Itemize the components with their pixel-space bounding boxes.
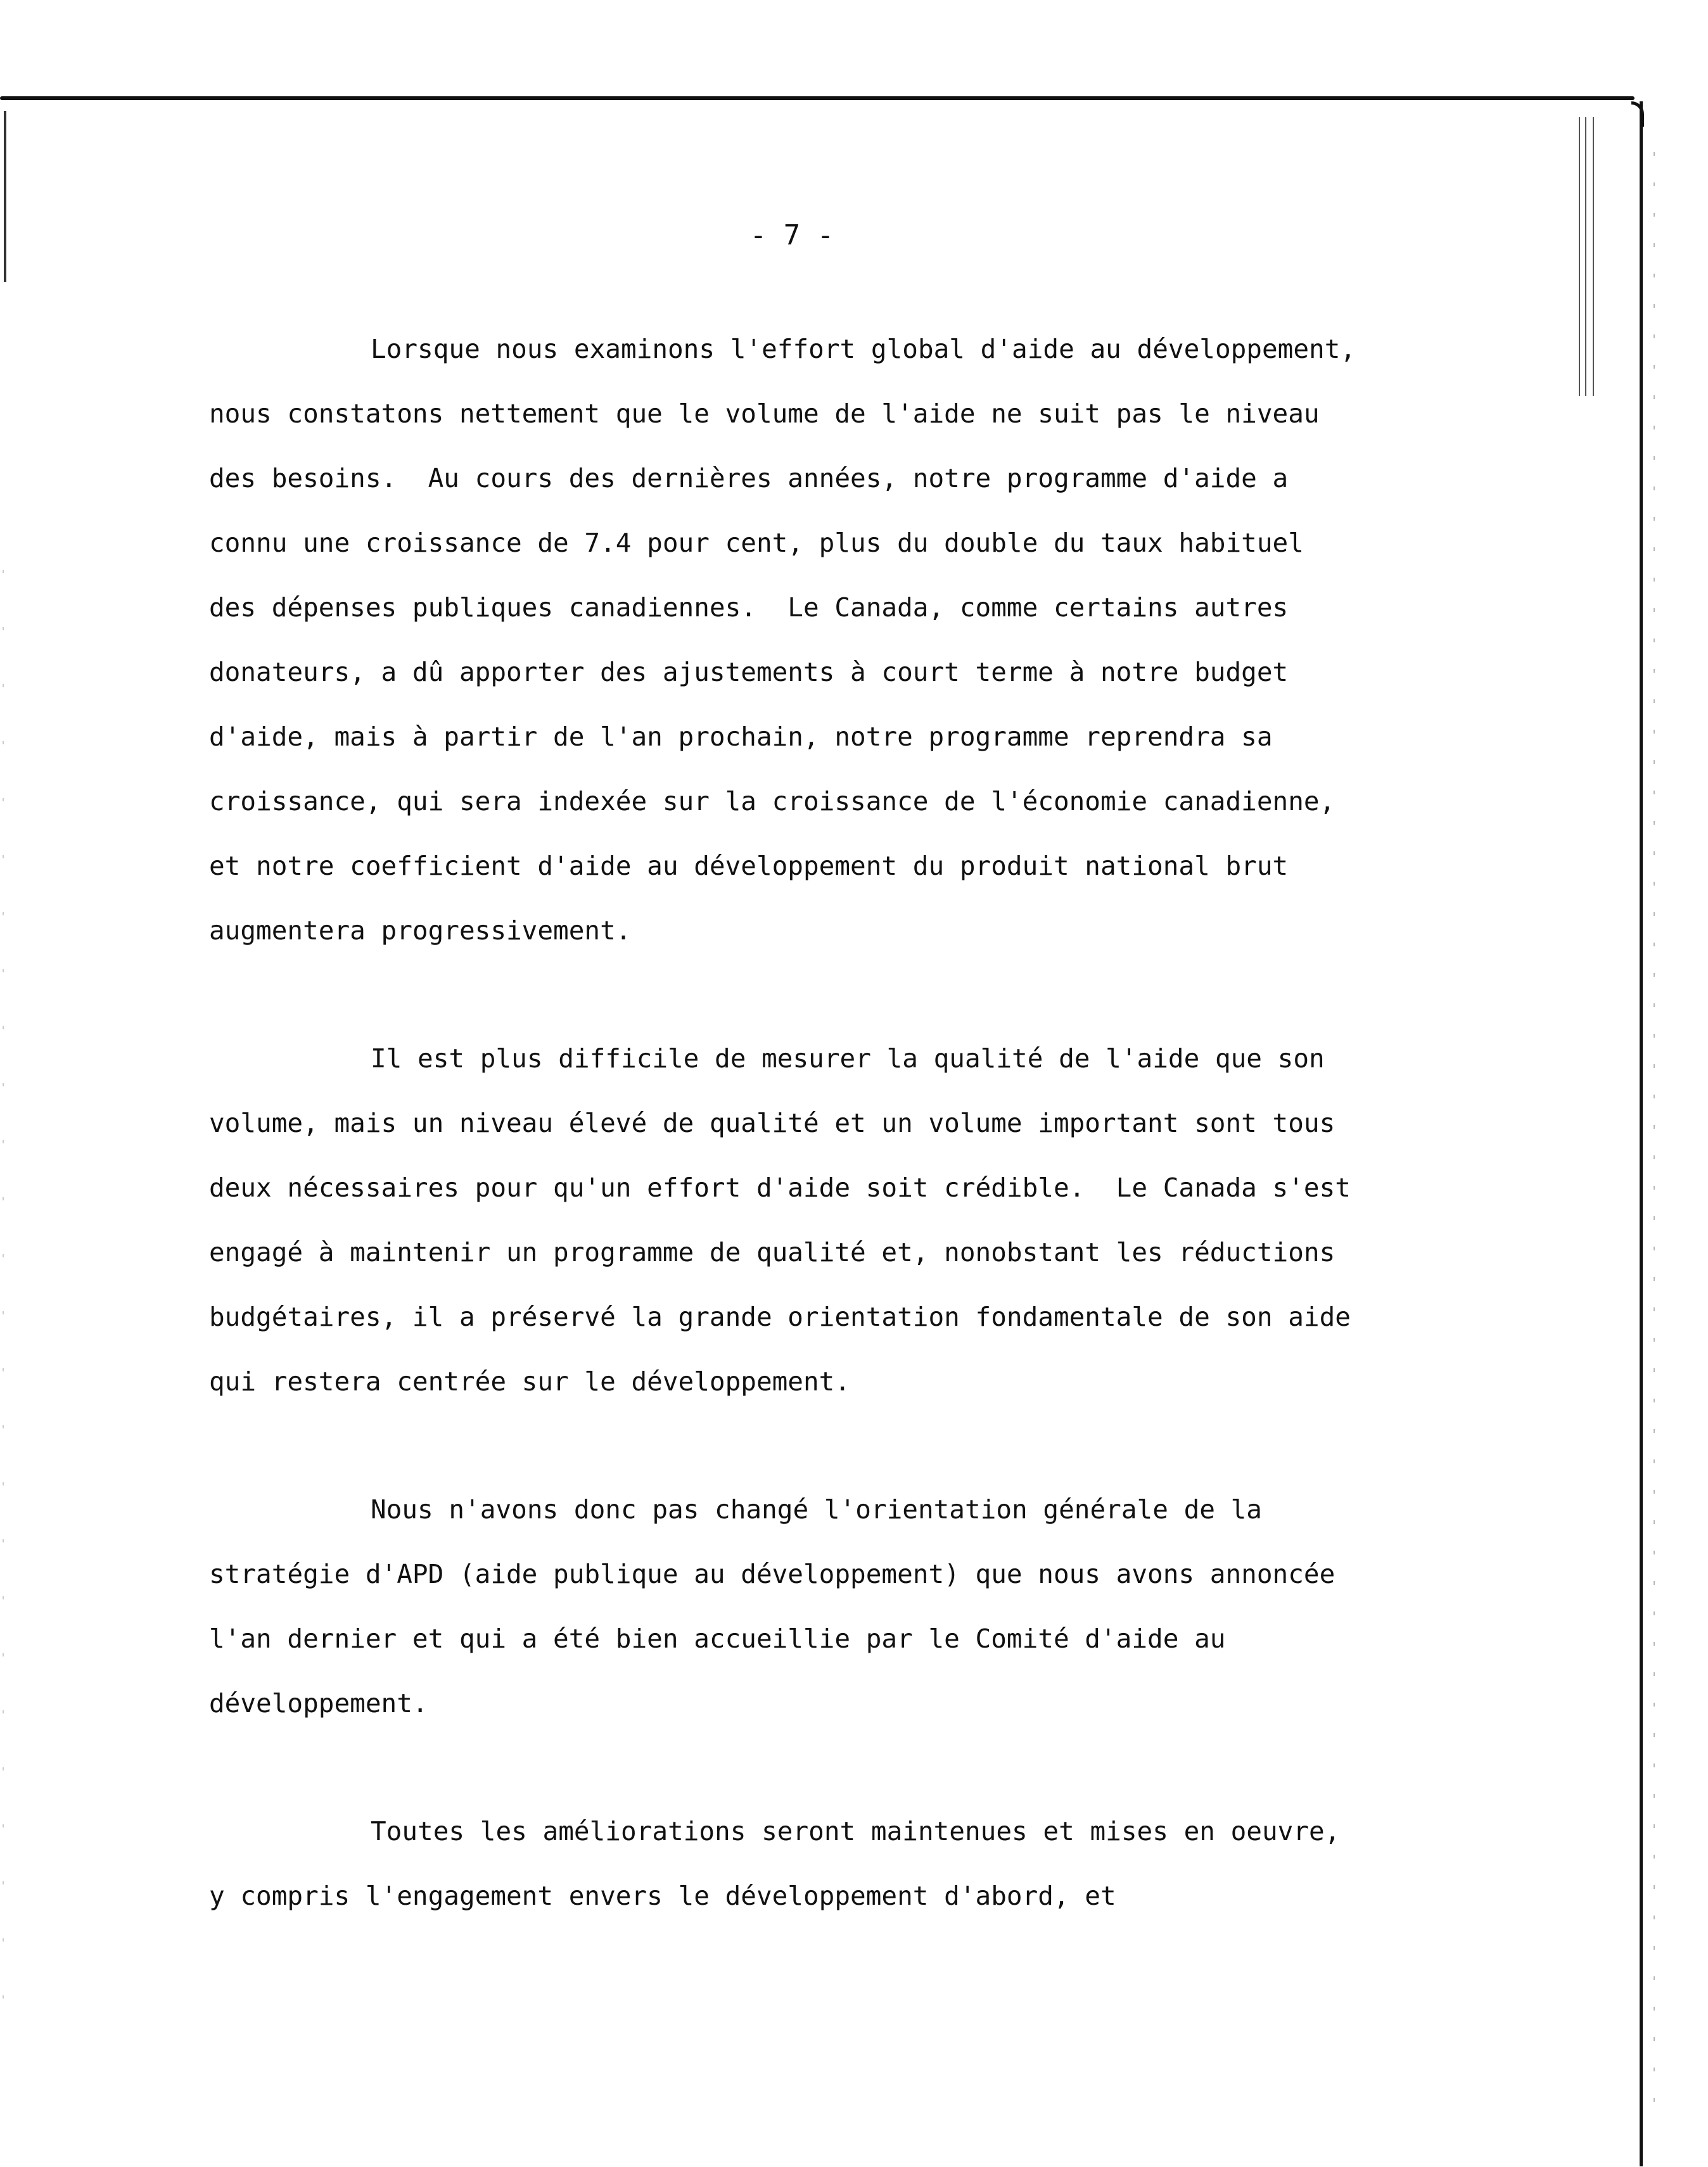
text-line: budgétaires, il a préservé la grande orientation fondamentale de son aide [209, 1302, 1351, 1332]
text-line: et notre coefficient d'aide au développement du produit national brut [209, 851, 1289, 881]
scan-speckle-left [3, 570, 4, 2027]
text-line: Nous n'avons donc pas changé l'orientation générale de la [371, 1494, 1262, 1525]
paragraph-1 [209, 317, 1451, 963]
text-line: des besoins. Au cours des dernières années, notre programme d'aide a [209, 463, 1289, 493]
page-frame-right-edge [1640, 101, 1643, 2166]
page-frame-top-edge [0, 96, 1635, 100]
text-line: connu une croissance de 7.4 pour cent, plus du double du taux habituel [209, 528, 1304, 558]
page-number: - 7 - [749, 219, 834, 251]
paragraph-spacer [209, 963, 1451, 1026]
text-line: stratégie d'APD (aide publique au développement) que nous avons annoncée [209, 1559, 1335, 1589]
text-line: croissance, qui sera indexée sur la croissance de l'économie canadienne, [209, 786, 1335, 817]
text-line: deux nécessaires pour qu'un effort d'aide soit crédible. Le Canada s'est [209, 1172, 1351, 1203]
text-line: Toutes les améliorations seront maintenues et mises en oeuvre, [371, 1816, 1341, 1846]
text-line: donateurs, a dû apporter des ajustements à court terme à notre budget [209, 657, 1289, 687]
text-line: augmentera progressivement. [209, 915, 632, 946]
text-line: y compris l'engagement envers le développement d'abord, et [209, 1881, 1116, 1911]
paragraph-3 [209, 1477, 1451, 1736]
text-line: volume, mais un niveau élevé de qualité et un volume important sont tous [209, 1108, 1335, 1138]
text-line: qui restera centrée sur le développement. [209, 1366, 851, 1397]
text-line: Il est plus difficile de mesurer la qualité de l'aide que son [371, 1043, 1325, 1074]
text-line: d'aide, mais à partir de l'an prochain, notre programme reprendra sa [209, 721, 1273, 752]
document-body [209, 317, 1451, 1928]
text-line: engagé à maintenir un programme de qualité et, nonobstant les réductions [209, 1237, 1335, 1268]
paragraph-4 [209, 1799, 1451, 1928]
text-line: développement. [209, 1688, 428, 1719]
paragraph-spacer [209, 1736, 1451, 1799]
scan-speckle-right [1654, 152, 1655, 2116]
paragraph-spacer [209, 1414, 1451, 1477]
text-line: l'an dernier et qui a été bien accueillie par le Comité d'aide au [209, 1624, 1226, 1654]
text-line: des dépenses publiques canadiennes. Le Canada, comme certains autres [209, 592, 1289, 623]
scan-artifact-lines [1579, 117, 1598, 396]
paragraph-2 [209, 1026, 1451, 1414]
text-line: Lorsque nous examinons l'effort global d'aide au développement, [371, 334, 1356, 364]
text-line: nous constatons nettement que le volume de l'aide ne suit pas le niveau [209, 398, 1320, 429]
page-frame-left-edge [4, 111, 6, 282]
